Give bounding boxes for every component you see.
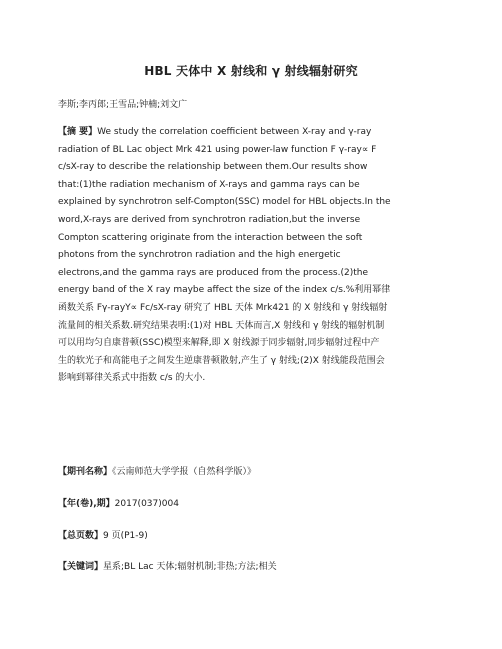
abstract-line: 函数关系 Fγ-rayY∝ Fc/sX-ray 研究了 HBL 天体 Mrk421 的 X 射线和 γ 射线辐射 (58, 302, 388, 313)
abstract-line: that:(1)the radiation mechanism of X-rays and gamma rays can be (58, 179, 360, 190)
abstract-line: c/sX-ray to describe the relationship between them.Our results show (58, 162, 368, 173)
paper-title: HBL 天体中 X 射线和 γ 射线辐射研究 (144, 64, 358, 78)
abstract-line: word,X-rays are derived from synchrotron radiation,but the inverse (58, 214, 361, 225)
journal-name-label: 【期刊名称】 (58, 467, 113, 477)
abstract-text: We study the correlation coefficient between X-ray and γ-ray (97, 127, 372, 137)
keywords-row (58, 559, 277, 572)
abstract-line: electrons,and the gamma rays are produced from the process.(2)the (58, 267, 368, 278)
page-count-row (58, 528, 148, 541)
page-count-label: 【总页数】 (58, 531, 104, 541)
abstract-line: energy band of the X ray maybe affect the size of the index c/s.%利用幂律 (58, 285, 391, 296)
abstract-line: 生的软光子和高能电子之间发生逆康普顿散射,产生了 γ 射线;(2)X 射线能段范围会 (58, 355, 385, 366)
abstract-line: explained by synchrotron self-Compton(SSC) model for HBL objects.In the (58, 197, 391, 208)
year-volume-value: 2017(037)004 (114, 499, 179, 509)
keywords-label: 【关键词】 (58, 562, 104, 572)
year-volume-row (58, 496, 179, 509)
year-volume-label: 【年(卷),期】 (58, 499, 115, 509)
abstract-line: 流量间的相关系数.研究结果表明:(1)对 HBL 天体而言,X 射线和 γ 射线的辐射机制 (58, 320, 385, 331)
keywords-value: 星系;BL Lac 天体;辐射机制;非热;方法;相关 (103, 562, 277, 572)
abstract-line: Compton scattering originate from the interaction between the soft (58, 232, 363, 243)
journal-name-value: 《云南师范大学学报（自然科学版）》 (112, 467, 257, 477)
abstract-line: photons from the synchrotron radiation and the high energetic (58, 250, 341, 261)
abstract-block (58, 124, 458, 388)
author-list: 李斯;李丙郎;王雪品;钟楠;刘文广 (58, 100, 188, 110)
abstract-label: 【摘 要】 (58, 127, 98, 137)
abstract-line: 影响到幂律关系式中指数 c/s 的大小. (58, 373, 206, 384)
journal-name-row (58, 464, 256, 477)
abstract-line: 可以用均匀自康普顿(SSC)模型来解释,即 X 射线源于同步辐射,同步辐射过程中产 (58, 338, 380, 349)
page-count-value: 9 页(P1-9) (103, 531, 148, 541)
abstract-line (58, 124, 458, 142)
abstract-line: radiation of BL Lac object Mrk 421 using power-law function F γ-ray∝ F (58, 144, 377, 155)
